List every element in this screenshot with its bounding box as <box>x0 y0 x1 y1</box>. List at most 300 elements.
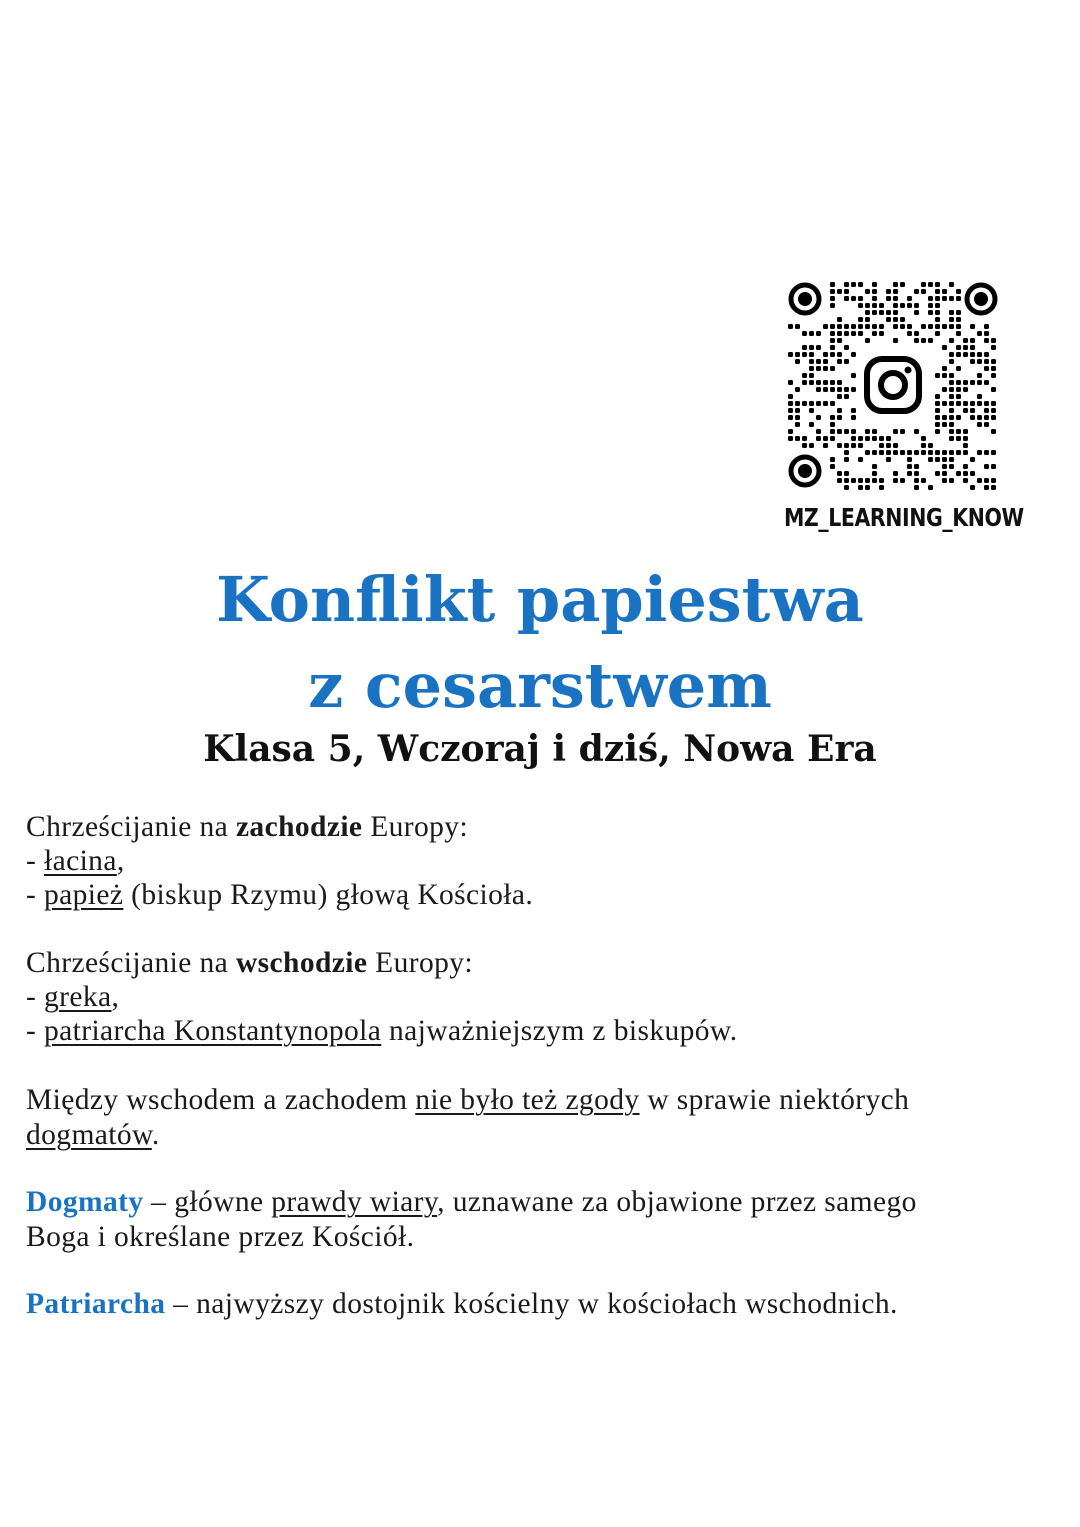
qr-module <box>879 478 884 483</box>
qr-module <box>809 422 814 427</box>
qr-module <box>991 415 996 420</box>
qr-finder-bottom-left <box>791 457 819 485</box>
qr-module <box>893 317 898 322</box>
qr-module <box>865 317 870 322</box>
qr-module <box>907 457 912 462</box>
qr-module <box>914 485 919 490</box>
qr-module <box>942 464 947 469</box>
qr-module <box>788 352 793 357</box>
qr-module <box>788 436 793 441</box>
qr-module <box>956 415 961 420</box>
qr-module <box>830 296 835 301</box>
qr-module <box>844 359 849 364</box>
definition-dogmaty <box>26 1184 917 1220</box>
qr-module <box>991 373 996 378</box>
qr-module <box>830 422 835 427</box>
qr-module <box>935 408 940 413</box>
qr-module <box>816 387 821 392</box>
qr-module <box>928 485 933 490</box>
qr-module <box>928 450 933 455</box>
qr-module <box>991 338 996 343</box>
qr-module <box>879 331 884 336</box>
underlined-term: łacina <box>44 845 117 877</box>
qr-module <box>830 366 835 371</box>
qr-module <box>991 464 996 469</box>
qr-module <box>921 478 926 483</box>
qr-module <box>984 401 989 406</box>
qr-module <box>949 282 954 287</box>
qr-module <box>879 324 884 329</box>
west-heading-bold: zachodzie <box>235 811 363 843</box>
qr-module <box>921 282 926 287</box>
qr-module <box>984 380 989 385</box>
qr-module <box>872 464 877 469</box>
qr-module <box>956 289 961 294</box>
qr-module <box>970 352 975 357</box>
qr-module <box>942 324 947 329</box>
qr-module <box>858 457 863 462</box>
qr-module <box>893 478 898 483</box>
east-heading-lead: Chrześcijanie na <box>26 947 236 979</box>
qr-module <box>837 478 842 483</box>
qr-module <box>942 373 947 378</box>
qr-module <box>851 415 856 420</box>
qr-module <box>837 359 842 364</box>
qr-module <box>837 415 842 420</box>
qr-module <box>830 380 835 385</box>
qr-module <box>816 436 821 441</box>
qr-module <box>844 296 849 301</box>
qr-module <box>872 478 877 483</box>
qr-module <box>949 408 954 413</box>
qr-module <box>942 450 947 455</box>
qr-module <box>984 450 989 455</box>
east-heading-bold: wschodzie <box>235 947 368 979</box>
qr-module <box>788 429 793 434</box>
qr-module <box>816 366 821 371</box>
dispute-text: . <box>151 1119 160 1151</box>
qr-module <box>893 443 898 448</box>
qr-module <box>795 422 800 427</box>
qr-module <box>935 471 940 476</box>
list-dash: - <box>26 845 44 877</box>
qr-module <box>830 436 835 441</box>
qr-module <box>837 352 842 357</box>
dispute-line-1 <box>26 1082 909 1118</box>
qr-module <box>935 282 940 287</box>
qr-module <box>963 387 968 392</box>
qr-module <box>963 464 968 469</box>
qr-module <box>837 317 842 322</box>
qr-module <box>970 401 975 406</box>
qr-module <box>949 352 954 357</box>
qr-module <box>956 436 961 441</box>
qr-module <box>837 331 842 336</box>
qr-module <box>907 450 912 455</box>
qr-module <box>977 422 982 427</box>
qr-module <box>928 338 933 343</box>
qr-module <box>844 471 849 476</box>
qr-module <box>823 380 828 385</box>
qr-module <box>865 338 870 343</box>
qr-module <box>949 415 954 420</box>
qr-module <box>970 380 975 385</box>
qr-module <box>935 296 940 301</box>
qr-module <box>977 380 982 385</box>
qr-module <box>949 401 954 406</box>
qr-module <box>809 359 814 364</box>
qr-module <box>858 478 863 483</box>
qr-module <box>949 450 954 455</box>
qr-module <box>872 331 877 336</box>
qr-module <box>893 289 898 294</box>
qr-module <box>837 471 842 476</box>
qr-module <box>977 373 982 378</box>
qr-module <box>879 485 884 490</box>
qr-module <box>907 324 912 329</box>
qr-module <box>984 422 989 427</box>
qr-module <box>893 471 898 476</box>
qr-module <box>851 373 856 378</box>
qr-module <box>977 450 982 455</box>
qr-module <box>837 338 842 343</box>
qr-module <box>830 457 835 462</box>
qr-module <box>949 380 954 385</box>
qr-module <box>963 450 968 455</box>
qr-module <box>788 415 793 420</box>
qr-module <box>942 289 947 294</box>
qr-module <box>802 380 807 385</box>
qr-module <box>893 310 898 315</box>
underlined-term: dogmatów <box>26 1119 152 1151</box>
qr-module <box>970 324 975 329</box>
qr-module <box>949 359 954 364</box>
qr-module <box>928 324 933 329</box>
qr-module <box>914 464 919 469</box>
qr-module <box>984 331 989 336</box>
qr-module <box>830 282 835 287</box>
qr-module <box>900 450 905 455</box>
qr-module <box>865 429 870 434</box>
qr-module <box>795 359 800 364</box>
instagram-icon <box>857 349 929 421</box>
qr-module <box>956 450 961 455</box>
definition-text: , uznawane za objawione przez samego <box>437 1186 917 1218</box>
qr-module <box>984 352 989 357</box>
qr-module <box>942 471 947 476</box>
qr-module <box>851 324 856 329</box>
qr-module <box>816 345 821 350</box>
page-title-line-2: z cesarstwem <box>308 649 772 722</box>
qr-module <box>921 450 926 455</box>
qr-module <box>956 296 961 301</box>
qr-module <box>928 303 933 308</box>
qr-module <box>893 450 898 455</box>
qr-module <box>935 303 940 308</box>
qr-module <box>851 282 856 287</box>
qr-module <box>977 359 982 364</box>
qr-module <box>809 373 814 378</box>
qr-module <box>942 345 947 350</box>
qr-module <box>816 380 821 385</box>
qr-module <box>830 464 835 469</box>
qr-module <box>942 366 947 371</box>
qr-module <box>956 331 961 336</box>
qr-module <box>837 289 842 294</box>
qr-module <box>886 443 891 448</box>
qr-module <box>837 380 842 385</box>
qr-module <box>865 485 870 490</box>
qr-module <box>844 387 849 392</box>
qr-module <box>921 289 926 294</box>
qr-module <box>970 485 975 490</box>
qr-module <box>886 450 891 455</box>
qr-module <box>844 443 849 448</box>
qr-module <box>823 359 828 364</box>
qr-module <box>963 401 968 406</box>
qr-module <box>893 303 898 308</box>
qr-module <box>816 359 821 364</box>
qr-module <box>872 282 877 287</box>
qr-module <box>928 296 933 301</box>
qr-module <box>977 415 982 420</box>
qr-module <box>956 471 961 476</box>
qr-module <box>956 345 961 350</box>
qr-module <box>844 331 849 336</box>
qr-module <box>893 429 898 434</box>
qr-module <box>865 478 870 483</box>
qr-module <box>914 303 919 308</box>
qr-module <box>865 289 870 294</box>
qr-module <box>893 296 898 301</box>
qr-module <box>865 324 870 329</box>
qr-module <box>872 450 877 455</box>
qr-module <box>886 457 891 462</box>
qr-module <box>991 387 996 392</box>
qr-module <box>984 464 989 469</box>
qr-module <box>837 408 842 413</box>
underlined-term: nie było też zgody <box>415 1084 640 1116</box>
definition-text: – najwyższy dostojnik kościelny w kościołach wschodnich. <box>165 1288 898 1320</box>
list-item-tail: (biskup Rzymu) głową Kościoła. <box>123 879 534 911</box>
qr-module <box>823 324 828 329</box>
qr-module <box>830 415 835 420</box>
qr-module <box>851 436 856 441</box>
qr-module <box>963 352 968 357</box>
qr-module <box>837 387 842 392</box>
qr-module <box>914 450 919 455</box>
qr-module <box>935 331 940 336</box>
qr-module <box>858 485 863 490</box>
qr-module <box>844 450 849 455</box>
page-title-line-1: Konflikt papiestwa <box>216 563 864 636</box>
qr-module <box>802 401 807 406</box>
qr-module <box>830 289 835 294</box>
qr-module <box>872 289 877 294</box>
qr-module <box>956 401 961 406</box>
qr-module <box>809 345 814 350</box>
qr-module <box>970 408 975 413</box>
qr-module <box>795 352 800 357</box>
qr-module <box>795 401 800 406</box>
qr-module <box>837 429 842 434</box>
qr-module <box>963 436 968 441</box>
qr-module <box>914 471 919 476</box>
qr-module <box>949 422 954 427</box>
qr-module <box>858 331 863 336</box>
qr-module <box>823 387 828 392</box>
qr-module <box>858 436 863 441</box>
qr-module <box>830 338 835 343</box>
qr-module <box>872 471 877 476</box>
qr-module <box>795 408 800 413</box>
qr-module <box>956 317 961 322</box>
qr-module <box>879 443 884 448</box>
qr-module <box>886 289 891 294</box>
qr-module <box>949 478 954 483</box>
qr-module <box>949 464 954 469</box>
qr-module <box>907 331 912 336</box>
qr-module <box>935 394 940 399</box>
qr-module <box>830 324 835 329</box>
qr-module <box>935 457 940 462</box>
qr-module <box>837 443 842 448</box>
qr-module <box>942 387 947 392</box>
qr-module <box>872 296 877 301</box>
qr-module <box>844 478 849 483</box>
qr-module <box>991 401 996 406</box>
qr-module <box>970 345 975 350</box>
definition-text: – główne <box>143 1186 272 1218</box>
qr-module <box>879 450 884 455</box>
qr-module <box>970 415 975 420</box>
qr-module <box>942 415 947 420</box>
qr-module <box>886 436 891 441</box>
qr-module <box>914 331 919 336</box>
qr-module <box>977 331 982 336</box>
qr-module <box>977 401 982 406</box>
qr-module <box>984 408 989 413</box>
qr-module <box>977 478 982 483</box>
qr-module <box>823 443 828 448</box>
qr-module <box>984 478 989 483</box>
qr-module <box>935 373 940 378</box>
qr-module <box>949 373 954 378</box>
qr-module <box>844 282 849 287</box>
qr-module <box>788 401 793 406</box>
qr-module <box>872 310 877 315</box>
qr-module <box>851 387 856 392</box>
qr-module <box>809 380 814 385</box>
qr-module <box>984 324 989 329</box>
qr-module <box>907 464 912 469</box>
qr-module <box>900 317 905 322</box>
qr-module <box>942 457 947 462</box>
qr-module <box>949 394 954 399</box>
qr-module <box>949 338 954 343</box>
qr-module <box>963 380 968 385</box>
qr-module <box>830 429 835 434</box>
qr-module <box>865 310 870 315</box>
qr-module <box>865 436 870 441</box>
qr-module <box>851 429 856 434</box>
qr-module <box>956 394 961 399</box>
qr-module <box>802 352 807 357</box>
qr-module <box>949 324 954 329</box>
qr-module <box>830 345 835 350</box>
qr-finder-top-left <box>791 285 819 313</box>
definition-patriarcha <box>26 1286 898 1322</box>
definition-term: Patriarcha <box>26 1288 166 1320</box>
qr-module <box>949 457 954 462</box>
qr-module <box>970 457 975 462</box>
qr-module <box>914 338 919 343</box>
qr-module <box>837 394 842 399</box>
dispute-line-2 <box>26 1117 160 1153</box>
qr-module <box>795 324 800 329</box>
underlined-term: patriarcha Konstantynopola <box>44 1015 382 1047</box>
qr-module <box>872 303 877 308</box>
qr-module <box>865 303 870 308</box>
qr-module <box>795 436 800 441</box>
underlined-term: greka <box>44 981 112 1013</box>
qr-module <box>928 282 933 287</box>
qr-module <box>977 394 982 399</box>
qr-module <box>949 296 954 301</box>
qr-module <box>970 359 975 364</box>
qr-module <box>816 415 821 420</box>
qr-finder-top-right <box>967 285 995 313</box>
qr-module <box>879 310 884 315</box>
qr-module <box>991 366 996 371</box>
qr-module <box>991 408 996 413</box>
qr-module <box>844 394 849 399</box>
qr-module <box>802 436 807 441</box>
qr-module <box>935 317 940 322</box>
list-item-tail: najważniejszym z biskupów. <box>381 1015 738 1047</box>
qr-module <box>823 436 828 441</box>
qr-module <box>942 422 947 427</box>
qr-module <box>991 450 996 455</box>
east-heading <box>26 945 473 981</box>
qr-module <box>844 457 849 462</box>
qr-module <box>809 331 814 336</box>
qr-module <box>991 359 996 364</box>
qr-module <box>858 303 863 308</box>
qr-module <box>963 408 968 413</box>
qr-module <box>809 443 814 448</box>
qr-module <box>795 387 800 392</box>
qr-module <box>802 345 807 350</box>
qr-module <box>830 303 835 308</box>
qr-module <box>809 408 814 413</box>
qr-module <box>991 429 996 434</box>
qr-module <box>872 436 877 441</box>
qr-module <box>935 289 940 294</box>
qr-module <box>844 289 849 294</box>
qr-module <box>907 471 912 476</box>
definition-dogmaty-line-2: Boga i określane przez Kościół. <box>26 1221 415 1253</box>
list-dash: - <box>26 1015 44 1047</box>
qr-module <box>907 303 912 308</box>
dispute-text: w sprawie niektórych <box>639 1084 910 1116</box>
qr-module <box>963 443 968 448</box>
list-item-tail: , <box>116 845 125 877</box>
qr-module <box>942 401 947 406</box>
qr-module <box>872 429 877 434</box>
qr-module <box>956 366 961 371</box>
underlined-term: papież <box>44 879 124 911</box>
